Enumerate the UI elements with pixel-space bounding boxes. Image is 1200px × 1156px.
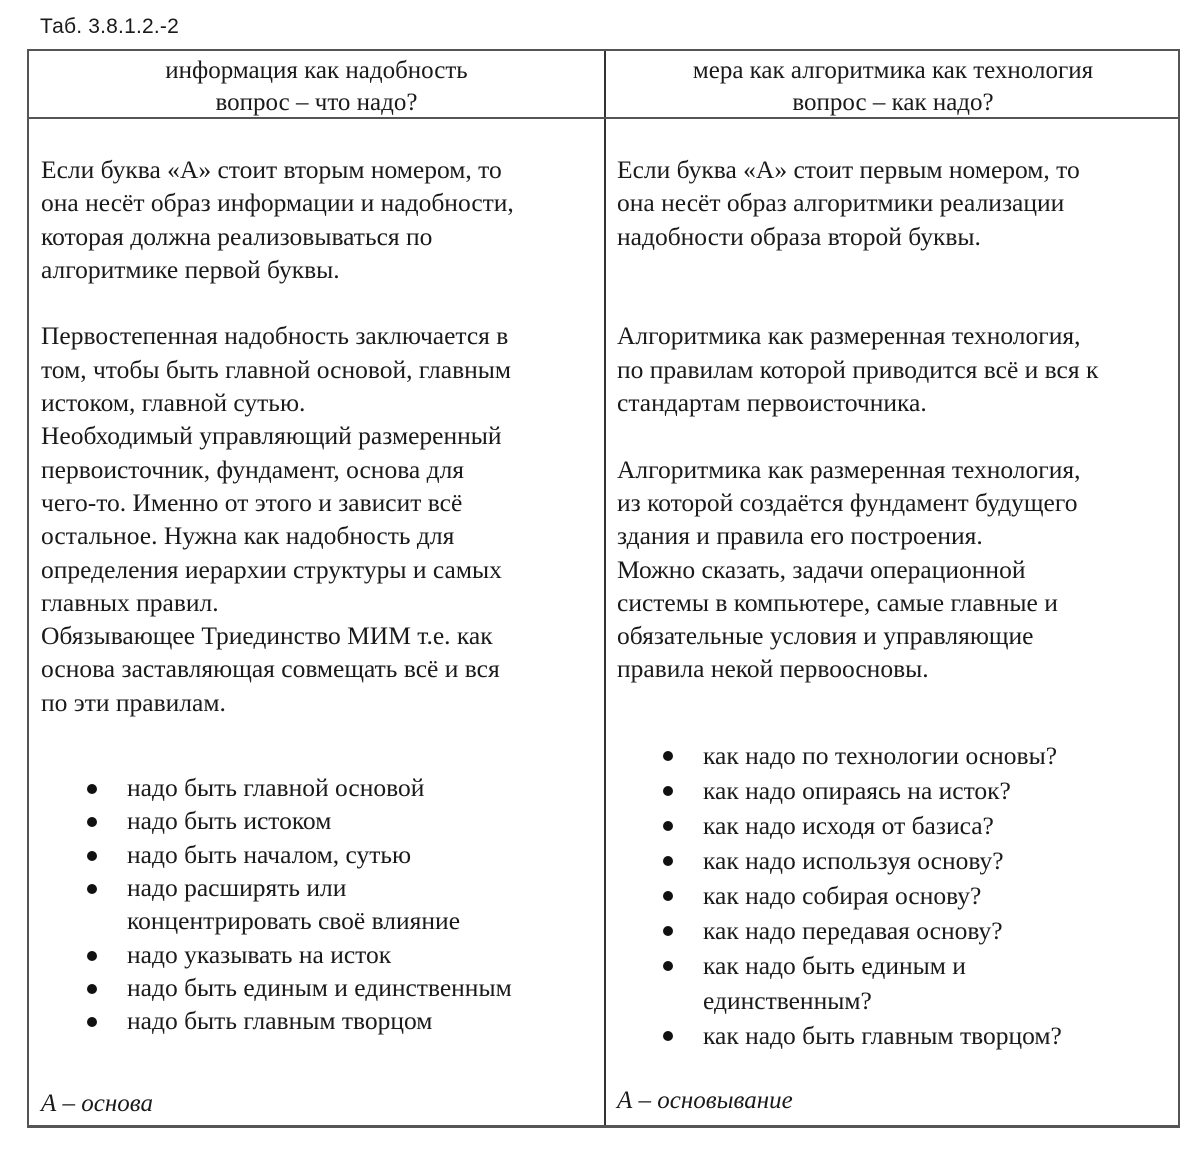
text-line: Первостепенная надобность заключается в: [41, 321, 509, 351]
footer-definition: А – основа: [41, 1090, 153, 1118]
text-line: надобности образа второй буквы.: [617, 221, 981, 251]
bullet-icon: [87, 884, 97, 894]
list-item-text: надо расширять или: [127, 872, 347, 902]
list-item: [617, 948, 1177, 1018]
list-item-text: как надо исходя от базиса?: [703, 810, 994, 840]
text-line: Можно сказать, задачи операционной: [617, 554, 1026, 584]
header-cell-information: [29, 53, 604, 119]
list-item-text: как надо передавая основу?: [703, 915, 1003, 945]
text-line: Алгоритмика как размеренная технология,: [617, 454, 1081, 484]
bullet-list: [41, 771, 601, 1037]
bullet-icon: [663, 751, 673, 761]
list-item: [41, 1004, 601, 1037]
text-line: главных правил.: [41, 587, 219, 617]
list-item: [41, 771, 601, 804]
header-title: мера как алгоритмика как технология: [692, 57, 1094, 84]
list-item-text: надо указывать на исток: [127, 939, 392, 969]
bullet-icon: [87, 817, 97, 827]
bullet-icon: [87, 984, 97, 994]
text-line: алгоритмике первой буквы.: [41, 254, 340, 284]
list-item: [617, 878, 1177, 913]
list-item-text: надо быть главной основой: [127, 773, 425, 803]
list-item-text: надо быть главным творцом: [127, 1006, 433, 1036]
list-item-text: надо быть единым и единственным: [127, 972, 512, 1002]
list-item-text: надо быть началом, сутью: [127, 839, 412, 869]
list-item: [617, 843, 1177, 878]
list-item: [41, 971, 601, 1004]
text-line: том, чтобы быть главной основой, главным: [41, 354, 512, 384]
list-item-text: надо быть истоком: [127, 806, 332, 836]
text-line: обязательные условия и управляющие: [617, 621, 1034, 651]
text-line: стандартам первоисточника.: [617, 388, 927, 418]
text-line: чего-то. Именно от этого и зависит всё: [41, 487, 463, 517]
comparison-table: [27, 49, 1180, 1128]
description-paragraph: [617, 319, 1177, 419]
list-item: [41, 838, 601, 871]
text-line: она несёт образ информации и надобности,: [41, 188, 514, 218]
header-title: информация как надобность: [165, 57, 468, 84]
description-paragraph-2: [617, 453, 1177, 686]
bullet-icon: [663, 856, 673, 866]
description-paragraph: [41, 319, 601, 719]
footer-definition: А – основывание: [617, 1086, 793, 1114]
bullet-list: [617, 738, 1177, 1053]
list-item-text: как надо используя основу?: [703, 845, 1004, 875]
bullet-icon: [663, 891, 673, 901]
list-item: [41, 804, 601, 837]
bullet-icon: [663, 961, 673, 971]
bullet-icon: [663, 821, 673, 831]
text-line: определения иерархии структуры и самых: [41, 554, 502, 584]
intro-paragraph: [41, 153, 601, 286]
body-cell-information: [41, 119, 601, 1125]
text-line: Обязывающее Триединство МИМ т.е. как: [41, 621, 493, 651]
list-item-text: единственным?: [703, 985, 872, 1015]
list-item: [617, 913, 1177, 948]
list-item-text: концентрировать своё влияние: [127, 906, 461, 936]
text-line: Если буква «А» стоит первым номером, то: [617, 155, 1080, 184]
table-caption: Таб. 3.8.1.2.-2: [40, 15, 179, 38]
list-item: [617, 1018, 1177, 1053]
text-line: первоисточник, фундамент, основа для: [41, 454, 465, 484]
intro-paragraph: [617, 153, 1177, 253]
list-item: [617, 808, 1177, 843]
list-item: [41, 938, 601, 971]
bullet-icon: [87, 784, 97, 794]
bullet-icon: [87, 851, 97, 861]
column-divider: [604, 51, 606, 1125]
text-line: Алгоритмика как размеренная технология,: [617, 321, 1081, 351]
list-item-text: как надо по технологии основы?: [703, 740, 1058, 770]
text-line: Необходимый управляющий размеренный: [41, 421, 502, 451]
text-line: системы в компьютере, самые главные и: [617, 587, 1058, 617]
list-item-text: как надо опираясь на исток?: [703, 775, 1011, 805]
text-line: правила некой первоосновы.: [617, 654, 929, 684]
body-cell-measure: [617, 119, 1177, 1125]
list-item-text: как надо собирая основу?: [703, 880, 982, 910]
text-line: она несёт образ алгоритмики реализации: [617, 188, 1065, 218]
text-line: Если буква «А» стоит вторым номером, то: [41, 155, 502, 184]
bullet-icon: [87, 951, 97, 961]
bullet-icon: [663, 1031, 673, 1041]
list-item: [617, 773, 1177, 808]
text-line: остальное. Нужна как надобность для: [41, 521, 455, 551]
text-line: которая должна реализовываться по: [41, 221, 433, 251]
list-item: [617, 738, 1177, 773]
text-line: по эти правилам.: [41, 687, 226, 717]
list-item-text: как надо быть единым и: [703, 950, 966, 980]
header-cell-measure: [606, 53, 1180, 119]
bullet-icon: [663, 786, 673, 796]
text-line: основа заставляющая совмещать всё и вся: [41, 654, 500, 684]
header-question: вопрос – что надо?: [215, 89, 418, 116]
bullet-icon: [87, 1017, 97, 1027]
text-line: здания и правила его построения.: [617, 521, 983, 551]
header-question: вопрос – как надо?: [792, 89, 994, 116]
text-line: истоком, главной сутью.: [41, 388, 306, 418]
text-line: из которой создаётся фундамент будущего: [617, 487, 1078, 517]
text-line: по правилам которой приводится всё и вся к: [617, 354, 1099, 384]
list-item: [41, 871, 601, 938]
list-item-text: как надо быть главным творцом?: [703, 1020, 1062, 1050]
bullet-icon: [663, 926, 673, 936]
